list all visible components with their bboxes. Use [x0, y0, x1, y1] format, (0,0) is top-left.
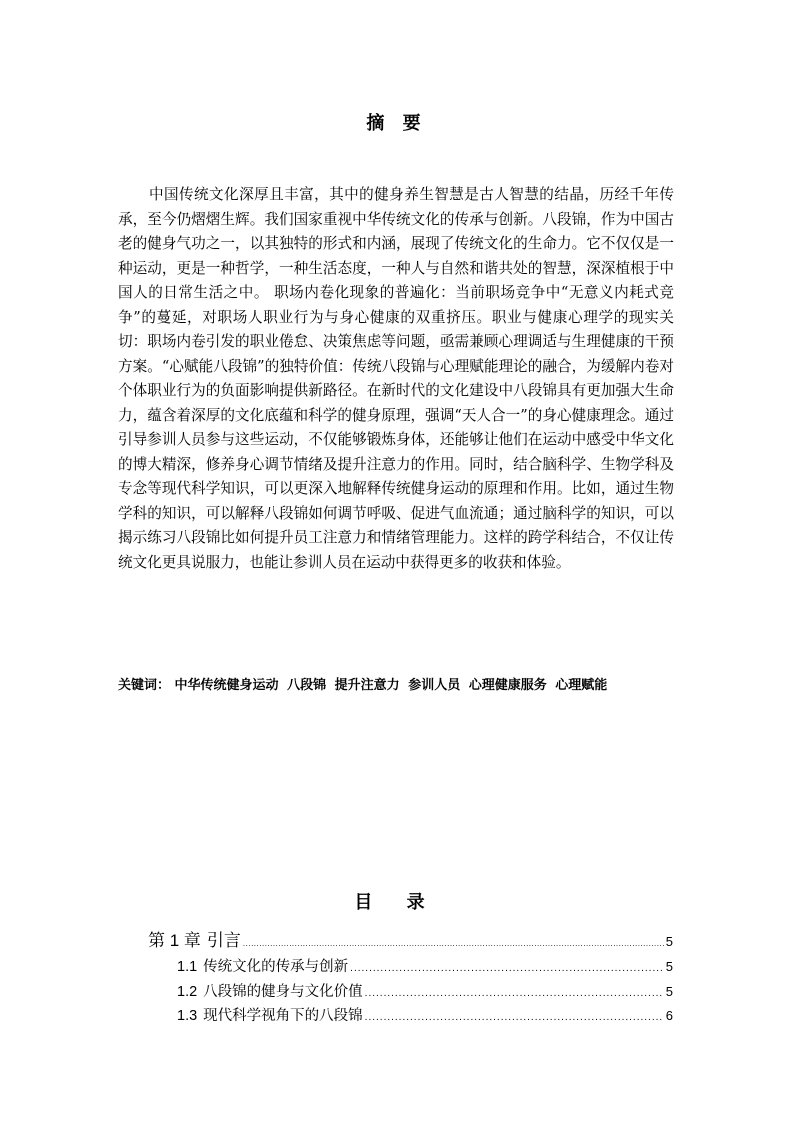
keywords-label: 关键词：: [118, 678, 171, 693]
keyword: 参训人员: [408, 678, 461, 693]
toc-entry-page: 6: [665, 1008, 673, 1023]
keyword: 中华传统健身运动: [174, 678, 279, 693]
toc-entry-section-1-2[interactable]: [177, 980, 673, 1001]
toc-entry-title: 传统文化的传承与创新: [203, 959, 349, 975]
keyword: 八段锦: [287, 678, 327, 693]
toc-entry-page: 5: [665, 934, 673, 949]
toc-entry-number: 1.1: [177, 959, 198, 975]
toc-entry-number: 1.2: [177, 984, 198, 1000]
toc-leader-dots: [243, 939, 664, 948]
toc-entry-title: 现代科学视角下的八段锦: [203, 1008, 363, 1024]
toc-entry-chapter-1[interactable]: [148, 926, 673, 951]
toc-entry-number: 1.3: [177, 1008, 198, 1024]
keywords: [118, 674, 678, 693]
toc-entry-section-1-1[interactable]: [177, 955, 673, 976]
keyword: 心理赋能: [555, 678, 608, 693]
toc-leader-dots: [350, 963, 664, 974]
keyword: 提升注意力: [334, 678, 400, 693]
toc-leader-dots: [365, 1012, 664, 1023]
toc-title: 目 录: [354, 891, 439, 913]
abstract-title: 摘 要: [366, 113, 427, 135]
keyword: 心理健康服务: [468, 678, 547, 693]
toc-entry-page: 5: [665, 984, 673, 999]
toc-leader-dots: [365, 988, 664, 999]
toc-entry-title: 八段锦的健身与文化价值: [203, 984, 363, 1000]
toc-entry-title: 引言: [206, 931, 241, 951]
toc-entry-number: 第 1 章: [148, 931, 201, 950]
toc-entry-section-1-3[interactable]: [177, 1004, 673, 1025]
toc-entry-page: 5: [665, 959, 673, 974]
abstract-body: 中国传统文化深厚且丰富，其中的健身养生智慧是古人智慧的结晶，历经千年传承，至今仍熠熠生辉。我们国家重视中华传统文化的传承与创新。八段锦，作为中国古老的健身气功之一，以其独特的形式和内涵，展现了传统文化的生命力。它不仅仅是一种运动，更是一种哲学，一种生活态度，一种人与自然和谐共处的智慧，深深植根于中国人的日常生活之中。 职场内卷化现象的普遍化：当前职场竞争中“无意义内耗式竞争”的蔓延，对职场人职业行为与身心健康的双重挤压。职业与健康心理学的现实关切：职场内卷引发的职业倦怠、决策焦虑等问题，亟需兼顾心理调适与生理健康的干预方案。“心赋能八段锦”的独特价值：传统八段锦与心理赋能理论的融合，为缓解内卷对个体职业行为的负面影响提供新路径。在新时代的文化建设中八段锦具有更加强大生命力，蕴含着深厚的文化底蕴和科学的健身原理，强调“天人合一”的身心健康理念。通过引导参训人员参与这些运动，不仅能够锻炼身体，还能够让他们在运动中感受中华文化的博大精深，修养身心调节情绪及提升注意力的作用。同时，结合脑科学、生物学科及专念等现代科学知识，可以更深入地解释传统健身运动的原理和作用。比如，通过生物学科的知识，可以解释八段锦如何调节呼吸、促进气血流通；通过脑科学的知识，可以揭示练习八段锦比如何提升员工注意力和情绪管理能力。这样的跨学科结合，不仅让传统文化更具说服力，也能让参训人员在运动中获得更多的收获和体验。: [118, 186, 674, 571]
